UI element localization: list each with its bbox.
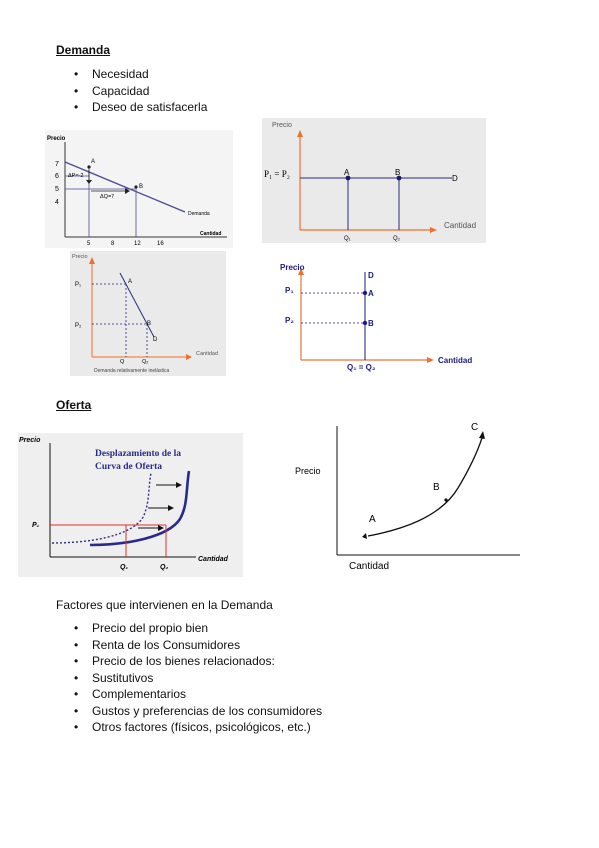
q-label: Q₁ = Q₂ xyxy=(347,363,376,372)
list-item: • Capacidad xyxy=(74,83,207,100)
list-item: • Complementarios xyxy=(74,686,322,703)
list-item: • Renta de los Consumidores xyxy=(74,637,322,654)
x-axis-label: Cantidad xyxy=(196,351,219,357)
point-b-label: B xyxy=(368,319,374,328)
price-label: P₁ = P₂ xyxy=(264,169,290,179)
curve-label: D xyxy=(368,271,374,280)
x-axis-label: Cantidad xyxy=(349,561,390,572)
point-a xyxy=(87,165,90,168)
list-item: • Precio del propio bien xyxy=(74,620,322,637)
curve-label: D xyxy=(153,337,158,343)
inelastic-demand-chart xyxy=(70,251,226,376)
point-b-label: B xyxy=(139,184,144,190)
list-item: • Precio de los bienes relacionados: xyxy=(74,653,322,670)
x-axis-label: Cantidad xyxy=(198,556,228,563)
point-b xyxy=(444,498,447,501)
list-item: • Deseo de satisfacerla xyxy=(74,99,207,116)
delta-q-label: ΔQ=7 xyxy=(100,194,115,200)
point-c-label: C xyxy=(471,422,479,433)
point-b-label: B xyxy=(147,321,152,327)
supply-curve-abc-chart xyxy=(290,418,526,578)
q2-label: Q₂ xyxy=(393,236,400,242)
supply-shift-chart xyxy=(18,433,243,577)
point-a-label: A xyxy=(344,168,350,177)
q2-label: Q₂ xyxy=(160,564,169,571)
section-heading-oferta: Oferta xyxy=(56,398,92,412)
chart-title-line2: Curva de Oferta xyxy=(95,462,163,472)
factores-title: Factores que intervienen en la Demanda xyxy=(56,598,273,612)
p2-label: P₂ xyxy=(75,323,82,329)
point-a-label: A xyxy=(128,279,133,285)
point-a xyxy=(363,291,367,295)
x-tick-label: 16 xyxy=(157,241,164,247)
y-tick-label: 5 xyxy=(55,186,59,193)
y-tick-label: 7 xyxy=(55,161,59,168)
list-item: • Otros factores (físicos, psicológicos, etc.) xyxy=(74,719,322,736)
point-b xyxy=(363,321,367,325)
point-a-label: A xyxy=(369,514,376,525)
chart-caption: Demanda relativamente inelástica xyxy=(94,368,170,374)
factores-list xyxy=(74,620,322,736)
x-axis-label: Cantidad xyxy=(200,231,222,237)
x-tick-label: 12 xyxy=(134,241,141,247)
curve-label: Demanda xyxy=(188,211,210,217)
section-heading-demanda: Demanda xyxy=(56,43,111,57)
y-axis-label: Precio xyxy=(72,254,88,260)
perfectly-inelastic-chart xyxy=(279,258,485,374)
p2-label: P₂ xyxy=(285,316,294,325)
y-axis-label: Precio xyxy=(47,136,66,142)
demand-curve-chart xyxy=(45,130,233,248)
p1-label: P₁ xyxy=(32,522,40,529)
point-a-label: A xyxy=(91,159,96,165)
point-b-label: B xyxy=(395,168,401,177)
list-item: • Sustitutivos xyxy=(74,670,322,687)
list-item: • Gustos y preferencias de los consumidores xyxy=(74,703,322,720)
elastic-demand-chart xyxy=(262,118,486,243)
q1-label: Q₁ xyxy=(344,236,351,242)
y-tick-label: 4 xyxy=(55,199,59,206)
delta-p-label: ΔP=-2 xyxy=(68,173,84,179)
point-b xyxy=(134,185,137,188)
p1-label: P₁ xyxy=(75,282,82,288)
curve-label: D xyxy=(452,174,458,183)
chart-title-line1: Desplazamiento de la xyxy=(95,449,182,459)
x-axis-label: Cantidad xyxy=(444,221,477,230)
y-axis-label: Precio xyxy=(280,263,305,272)
x-axis-label: Cantidad xyxy=(438,356,473,365)
p1-label: P₁ xyxy=(285,286,294,295)
demanda-list xyxy=(74,66,207,116)
q1-label: Q₁ xyxy=(120,564,128,571)
q1-label: Q xyxy=(120,359,125,365)
list-item: • Necesidad xyxy=(74,66,207,83)
y-tick-label: 6 xyxy=(55,173,59,180)
q2-label: Q₂ xyxy=(142,359,149,365)
point-a-label: A xyxy=(368,289,374,298)
x-tick-label: 5 xyxy=(87,241,91,247)
curve-line xyxy=(368,438,482,536)
y-axis-label: Precio xyxy=(272,122,292,129)
point-b-label: B xyxy=(433,482,440,493)
y-axis-label: Precio xyxy=(295,466,321,476)
x-tick-label: 8 xyxy=(111,241,115,247)
y-axis-label: Precio xyxy=(19,437,41,444)
